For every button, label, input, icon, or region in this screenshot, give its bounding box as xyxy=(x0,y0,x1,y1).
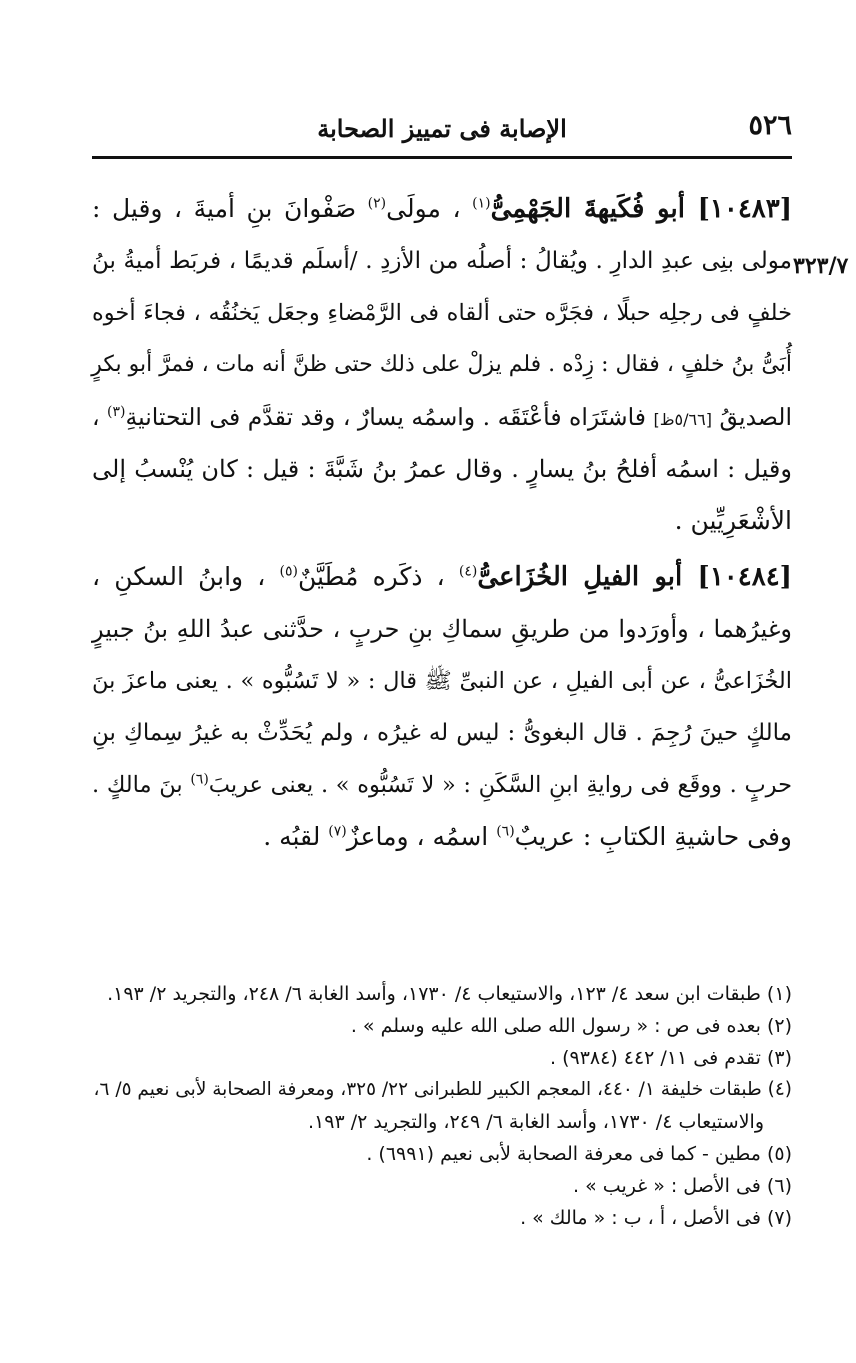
text-segment: لقبُه . xyxy=(263,822,321,851)
footnote-marker: (٦) xyxy=(496,823,515,840)
page-header xyxy=(92,110,792,150)
footnotes xyxy=(92,978,792,1234)
entry-10483-line-4: أُبَىُّ بنُ خلفٍ ، فقال : زِدْه . فلم يزلْ على ذلك حتى ظنَّ أنه مات ، فمرَّ أبو بكرٍ xyxy=(91,352,792,377)
entry-10484-line-4: مالكٍ حينَ رُجِمَ . قال البغوىُّ : ليس له غيرُه ، ولم يُحَدِّثْ به غيرُ سِماكِ بنِ xyxy=(92,720,792,746)
footnote-4: (٤) طبقات خليفة ١/ ٤٤٠، المعجم الكبير للطبرانى ٢٢/ ٣٢٥، ومعرفة الصحابة لأبى نعيم ٥/ ٦، xyxy=(93,1079,792,1100)
running-title: الإصابة فى تمييز الصحابة xyxy=(317,114,567,143)
header-rule xyxy=(92,156,792,159)
footnote-marker: (٦) xyxy=(190,771,209,788)
entry-10483-line-6: وقيل : اسمُه أفلحُ بنُ يسارٍ . وقال عمرُ بنُ شَبَّةَ : قيل : كان يُنْسبُ إلى xyxy=(92,455,792,483)
main-text xyxy=(92,183,792,863)
footnote-marker: (٣) xyxy=(107,404,126,421)
footnote-marker: (١) xyxy=(472,195,491,212)
entry-10483-line-1 xyxy=(92,183,792,235)
text-segment: فاشتَرَاه فأعْتَقَه . واسمُه يسارٌ ، وقد تقدَّم فى التحتانيةِ xyxy=(125,403,647,431)
text-segment: اسمُه ، وماعزٌ xyxy=(346,822,489,851)
entry-10484-line-2: وغيرُهما ، وأورَدوا من طريقِ سماكِ بنِ حربٍ ، حدَّثنى عبدُ اللهِ بنُ جبيرٍ xyxy=(92,615,792,643)
text-segment: بنَ مالكٍ . xyxy=(92,772,183,798)
footnote-5: (٥) مطين - كما فى معرفة الصحابة لأبى نعيم (٦٩٩١) . xyxy=(366,1143,792,1165)
text-segment: حربٍ . ووقَع فى روايةِ ابنِ السَّكَنِ : « لا تَسُبُّوه » . يعنى عريبَ xyxy=(208,772,793,798)
footnote-2: (٢) بعده فى ص : « رسول الله صلى الله عليه وسلم » . xyxy=(350,1015,792,1037)
footnote-marker: (٢) xyxy=(367,195,387,212)
text-segment: الصديقُ xyxy=(719,403,792,431)
text-segment: ، ذكَره مُطَيَّنٌ xyxy=(297,562,445,591)
entry-10483-line-2: مولى بنِى عبدِ الدارِ . ويُقالُ : أصلُه من الأزدِ . /أسلَم قديمًا ، فربَط أميةُ بنُ xyxy=(92,248,792,274)
text-segment: ، xyxy=(91,403,100,431)
text-segment: صَفْوانَ بنِ أميةَ ، وقيل : xyxy=(92,194,357,223)
footnote-4-continued: والاستيعاب ٤/ ١٧٣٠، وأسد الغابة ٦/ ٢٤٩، والتجريد ٢/ ١٩٣. xyxy=(307,1111,764,1133)
manuscript-ref: [٥/٦٦ظ] xyxy=(653,410,712,429)
text-segment: ، مولَى xyxy=(386,194,461,223)
footnote-marker: (٥) xyxy=(279,563,298,580)
footnote-7: (٧) فى الأصل ، أ ، ب : « مالك » . xyxy=(520,1207,792,1229)
entry-10483-line-7: الأشْعَرِيِّين . xyxy=(674,506,792,535)
footnote-marker: (٤) xyxy=(458,563,478,580)
entry-10483-line-5 xyxy=(92,391,792,443)
entry-10483-line-3: خلفٍ فى رجلِه حبلًا ، فجَرَّه حتى ألقاه فى الرَّمْضاءِ وجعَل يَخنُقُه ، فجاءَ أخوه xyxy=(92,300,792,326)
text-segment: ، وابنُ السكنِ ، xyxy=(92,562,266,591)
footnote-1: (١) طبقات ابن سعد ٤/ ١٢٣، والاستيعاب ٤/ ١٧٣٠، وأسد الغابة ٦/ ٢٤٨، والتجريد ٢/ ١٩٣. xyxy=(107,983,792,1005)
margin-reference: ٣٢٣/٧ xyxy=(793,253,849,279)
footnote-6: (٦) فى الأصل : « غريب » . xyxy=(573,1175,792,1197)
entry-10483-heading: [١٠٤٨٣] أبو فُكَيهةَ الجَهْمِىُّ xyxy=(490,194,793,224)
page-number: ٥٢٦ xyxy=(748,110,792,141)
text-segment: وفى حاشيةِ الكتابِ : عريبٌ xyxy=(514,822,792,851)
entry-10484-line-5 xyxy=(92,759,792,811)
entry-10484-line-6 xyxy=(92,811,792,863)
footnote-3: (٣) تقدم فى ١١/ ٤٤٢ (٩٣٨٤) . xyxy=(549,1047,792,1069)
footnote-marker: (٧) xyxy=(328,823,347,840)
entry-10484-line-3: الخُزَاعىُّ ، عن أبى الفيلِ ، عن النبىِّ ﷺ قال : « لا تَسُبُّوه » . يعنى ماعزَ بنَ xyxy=(92,668,792,694)
entry-10484-line-1 xyxy=(92,551,792,603)
entry-10484-heading: [١٠٤٨٤] أبو الفيلِ الخُزَاعىُّ xyxy=(477,562,792,592)
